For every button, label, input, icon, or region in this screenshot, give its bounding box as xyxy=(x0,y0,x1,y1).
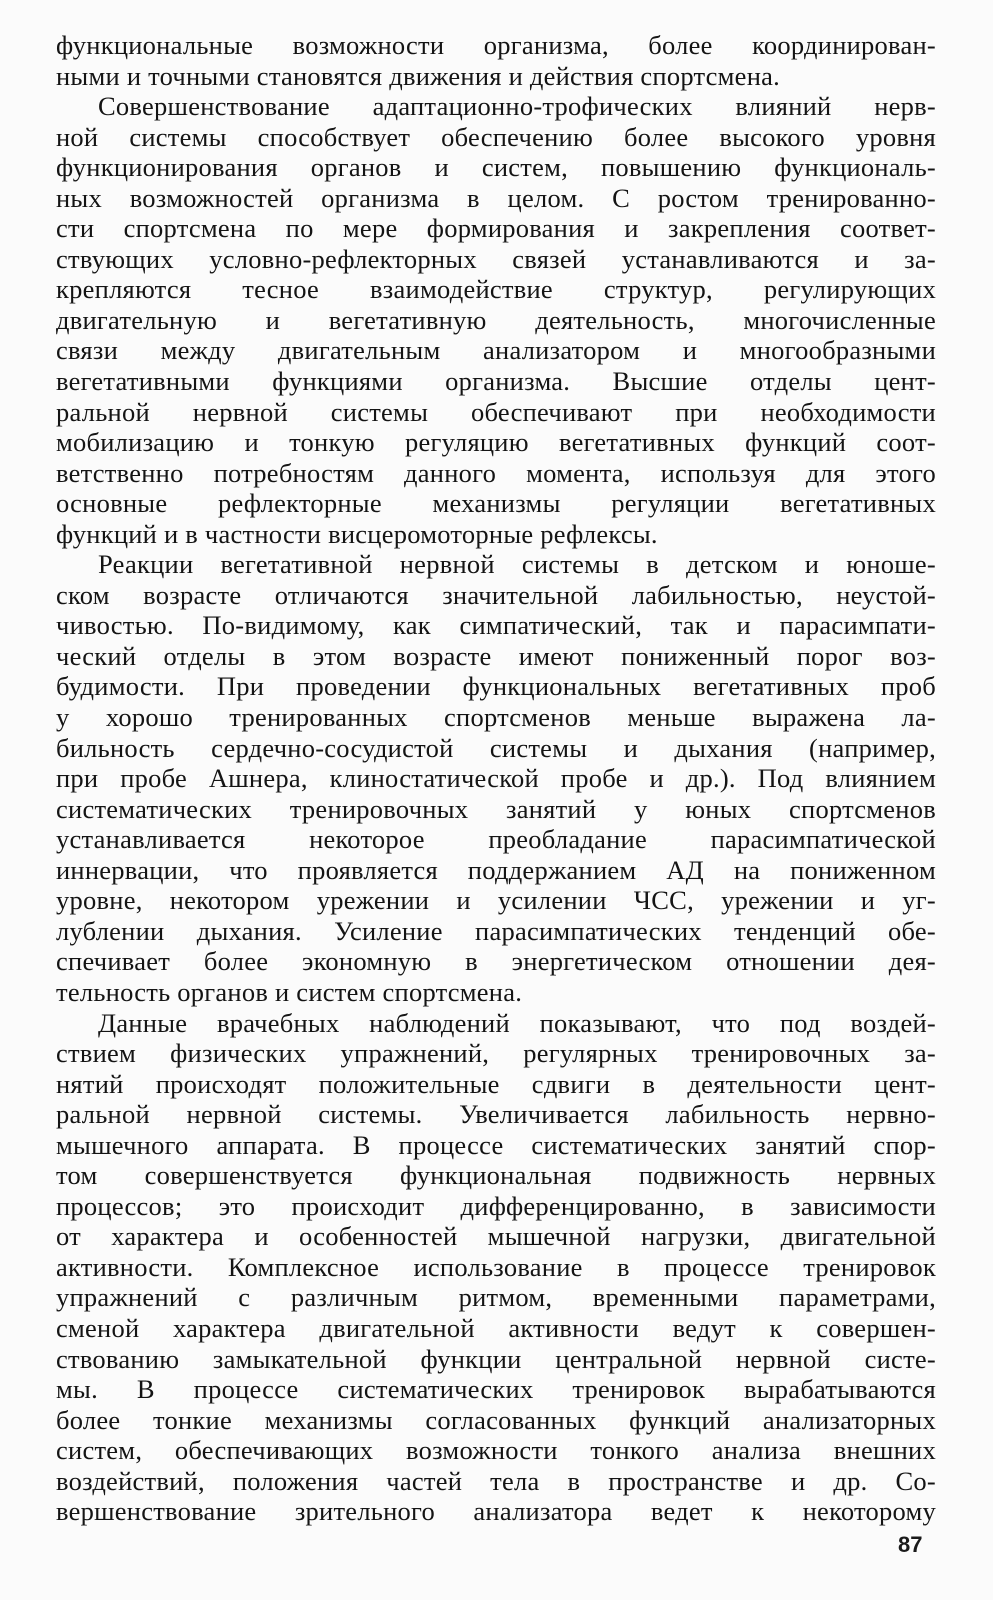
paragraph-p4 xyxy=(56,1008,936,1527)
text-line: более тонкие механизмы согласованных функций анализаторных xyxy=(56,1404,936,1435)
text-line: иннервации, что проявляется поддержанием АД на пониженном xyxy=(56,854,936,885)
text-line: вегетативными функциями организма. Высшие отделы цент- xyxy=(56,366,936,397)
text-line: мышечного аппарата. В процессе систематических занятий спор- xyxy=(56,1129,936,1160)
text-line: процессов; это происходит дифференцированно, в зависимости xyxy=(56,1190,936,1221)
text-line: функций и в частности висцеромоторные рефлексы. xyxy=(56,518,658,549)
paragraph-p3 xyxy=(56,549,936,1007)
text-line: мобилизацию и тонкую регуляцию вегетативных функций соот- xyxy=(56,427,936,458)
text-line: упражнений с различным ритмом, временными параметрами, xyxy=(56,1282,936,1313)
text-line: активности. Комплексное использование в процессе тренировок xyxy=(56,1251,936,1282)
text-line: нятий происходят положительные сдвиги в деятельности цент- xyxy=(56,1068,936,1099)
text-line: чивостью. По-видимому, как симпатический, так и парасимпати- xyxy=(56,610,936,641)
text-line: ском возрасте отличаются значительной лабильностью, неустой- xyxy=(56,579,936,610)
text-line: основные рефлекторные механизмы регуляции вегетативных xyxy=(56,488,936,519)
text-line: при пробе Ашнера, клиностатической пробе и др.). Под влиянием xyxy=(56,763,936,794)
text-line: функциональные возможности организма, более координирован- xyxy=(56,30,936,60)
text-line: будимости. При проведении функциональных вегетативных проб xyxy=(56,671,936,702)
text-line: функционирования органов и систем, повышению функциональ- xyxy=(56,152,936,183)
text-line: ных возможностей организма в целом. С ростом тренированно- xyxy=(56,182,936,213)
text-line: Данные врачебных наблюдений показывают, что под воздей- xyxy=(98,1007,936,1038)
text-line: двигательную и вегетативную деятельность, многочисленные xyxy=(56,304,936,335)
text-line: ральной нервной системы. Увеличивается лабильность нервно- xyxy=(56,1099,936,1130)
text-line: ными и точными становятся движения и действия спортсмена. xyxy=(56,60,781,91)
text-line: тельность органов и систем спортсмена. xyxy=(56,976,523,1007)
text-line: устанавливается некоторое преобладание парасимпатической xyxy=(56,824,936,855)
paragraph-p2 xyxy=(56,91,936,549)
text-line: бильность сердечно-сосудистой системы и дыхания (например, xyxy=(56,732,936,763)
text-line: сменой характера двигательной активности ведут к совершен- xyxy=(56,1312,936,1343)
text-line: уровне, некотором урежении и усилении ЧСС, урежении и уг- xyxy=(56,885,936,916)
text-line: мы. В процессе систематических тренировок вырабатываются xyxy=(56,1374,936,1405)
text-line: связи между двигательным анализатором и многообразными xyxy=(56,335,936,366)
text-line: сти спортсмена по мере формирования и закрепления соответ- xyxy=(56,213,936,244)
body-text xyxy=(56,30,936,1527)
text-line: ческий отделы в этом возрасте имеют пониженный порог воз- xyxy=(56,640,936,671)
text-line: Реакции вегетативной нервной системы в детском и юноше- xyxy=(98,549,936,580)
text-line: том совершенствуется функциональная подвижность нервных xyxy=(56,1160,936,1191)
text-line: от характера и особенностей мышечной нагрузки, двигательной xyxy=(56,1221,936,1252)
paragraph-p1 xyxy=(56,30,936,91)
text-line: ной системы способствует обеспечению более высокого уровня xyxy=(56,121,936,152)
text-line: воздействий, положения частей тела в пространстве и др. Со- xyxy=(56,1465,936,1496)
text-line: спечивает более экономную в энергетическом отношении дея- xyxy=(56,946,936,977)
text-line: ствованию замыкательной функции центральной нервной систе- xyxy=(56,1343,936,1374)
text-line: лублении дыхания. Усиление парасимпатических тенденций обе- xyxy=(56,915,936,946)
text-line: ральной нервной системы обеспечивают при необходимости xyxy=(56,396,936,427)
text-line: ветственно потребностям данного момента, используя для этого xyxy=(56,457,936,488)
text-line: крепляются тесное взаимодействие структур, регулирующих xyxy=(56,274,936,305)
text-line: ствующих условно-рефлекторных связей устанавливаются и за- xyxy=(56,243,936,274)
text-line: у хорошо тренированных спортсменов меньше выражена ла- xyxy=(56,702,936,733)
text-line: Совершенствование адаптационно-трофических влияний нерв- xyxy=(98,91,936,122)
text-line: ствием физических упражнений, регулярных тренировочных за- xyxy=(56,1038,936,1069)
text-line: вершенствование зрительного анализатора ведет к некоторому xyxy=(56,1496,936,1527)
text-line: систем, обеспечивающих возможности тонкого анализа внешних xyxy=(56,1435,936,1466)
text-line: систематических тренировочных занятий у юных спортсменов xyxy=(56,793,936,824)
page-number: 87 xyxy=(898,1532,923,1557)
